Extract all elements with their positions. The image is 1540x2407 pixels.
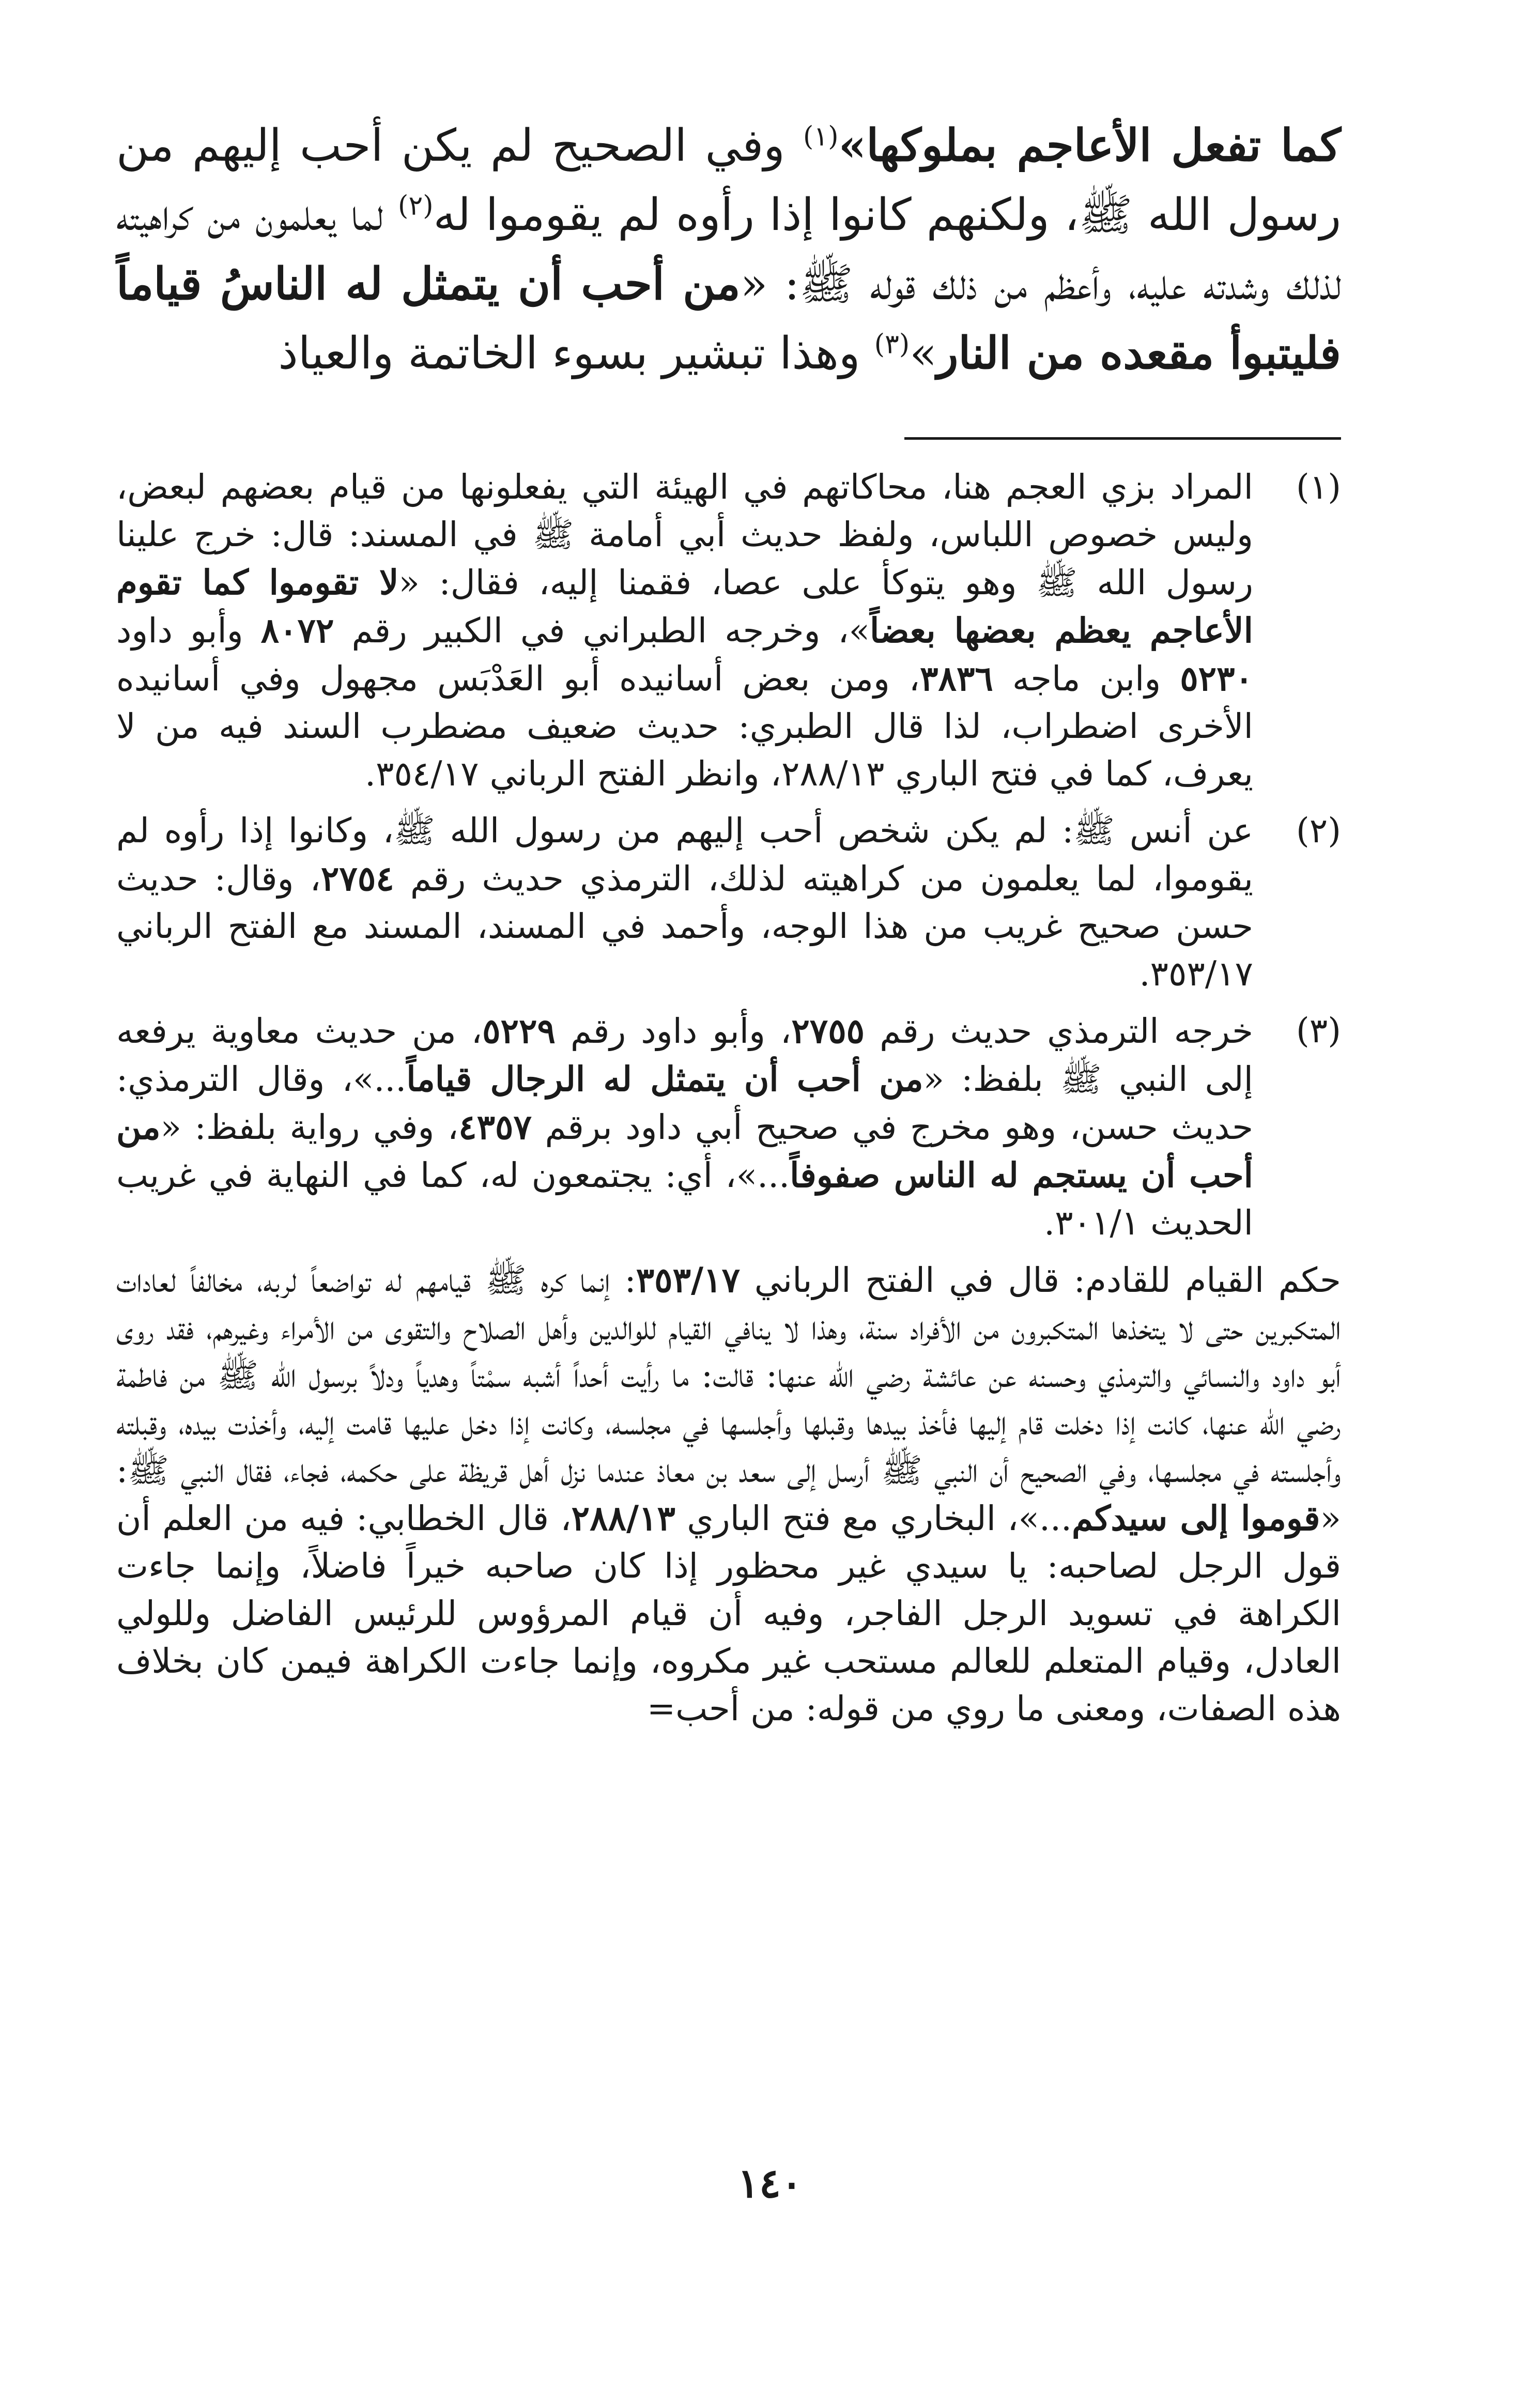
main-text-4: وهذا تبشير بسوء الخاتمة والعياذ bbox=[278, 328, 874, 379]
footnote-bold: ٣٨٣٦ bbox=[920, 658, 993, 699]
footnote-1 bbox=[116, 464, 1341, 798]
footnote-number: (١) bbox=[1296, 467, 1341, 507]
footnote-2 bbox=[116, 807, 1341, 998]
footnote-text: خرجه الترمذي حديث رقم bbox=[865, 1011, 1254, 1051]
main-text-1: وفي الصحيح لم يكن أحب إليهم من رسول الله ﷺ، ولكنهم كانوا إذا رأوه لم يقوموا له bbox=[116, 120, 1341, 241]
footnote-ref-2: (٢) bbox=[398, 190, 434, 222]
footnote-text: وابن ماجه bbox=[993, 659, 1180, 699]
footnote-body bbox=[116, 464, 1253, 798]
continuation-text: حكم القيام للقادم: قال في الفتح الرباني bbox=[740, 1260, 1341, 1300]
footnote-3 bbox=[116, 1007, 1341, 1247]
footnote-bold: من أحب أن يتمثل له الرجال قياماً bbox=[406, 1059, 923, 1099]
continuation-text: : إنما كره ﷺ قيامهم له تواضعاً لربه، مخالفاً لعادات المتكبرين حتى لا يتخذها المتكبرون من الأفراد سنة، وهذا لا ينافي القيام للوالدين وأهل الصلاح والتقوى من الأمراء وغيرهم، فقد روى أبو داود والنسائي والترمذي وحسنه عن عائشة رضي الله عنها: قالت: ما رأيت أحداً أشبه سمْتاً وهدياً ودلاً برسول الله ﷺ من فاطمة رضي الله عنها، كانت إذا دخلت قام إليها فأخذ بيدها وقبلها وأجلسها في مجلسه، وكانت إذا دخل عليها قامت إليه، وأخذت بيده، وقبلته وأجلسته في مجلسها، وفي الصحيح أن النبي ﷺ أرسل إلى سعد بن معاذ عندما نزل أهل قريظة على حكمه، فجاء، فقال النبي ﷺ: « bbox=[116, 1260, 1341, 1538]
main-bold-2: من أحب أن يتمثل له الناسُ قياماً فليتبوأ مقعده من النار bbox=[116, 258, 1341, 379]
footnote-body bbox=[116, 1007, 1253, 1247]
footnote-text: عن أنس ﷺ: لم يكن شخص أحب إليهم من رسول الله ﷺ، وكانوا إذا رأوه لم يقوموا، لما يعلمون من كراهيته لذلك، الترمذي حديث رقم bbox=[116, 811, 1253, 899]
main-paragraph bbox=[116, 111, 1341, 388]
footnote-text: المراد بزي العجم هنا، محاكاتهم في الهيئة التي يفعلونها من قيام بعضهم لبعض، وليس خصوص اللباس، ولفظ حديث أبي أمامة ﷺ في المسند: قال: خرج علينا رسول الله ﷺ وهو يتوكأ على عصا، فقمنا إليه، فقال: « bbox=[116, 467, 1253, 603]
footnotes bbox=[116, 464, 1341, 1733]
footnote-continuation bbox=[116, 1256, 1341, 1733]
main-text-3: » bbox=[910, 328, 937, 379]
footnote-number: (٣) bbox=[1296, 1011, 1341, 1051]
page-number: ١٤٠ bbox=[737, 2160, 803, 2207]
footnote-bold: ٥٢٢٩ bbox=[482, 1011, 556, 1051]
page-body bbox=[116, 111, 1341, 1733]
footnote-number: (٢) bbox=[1296, 811, 1341, 851]
footnote-bold: ٢٧٥٤ bbox=[320, 858, 394, 899]
footnote-text: ...»، أي: يجتمعون له، كما في النهاية في غريب الحديث ٣٠١/١. bbox=[116, 1155, 1253, 1243]
footnote-text: ، ومن بعض أسانيده أبو العَدْبَس مجهول وفي أسانيده الأخرى اضطراب، لذا قال الطبري: حديث ضعيف مضطرب السند فيه من لا يعرف، كما في فتح الباري ٢٨٨/١٣، وانظر الفتح الرباني ٣٥٤/١٧. bbox=[116, 659, 1253, 794]
continuation-bold: ٢٨٨/١٣ bbox=[571, 1498, 675, 1538]
footnote-text: ...»، وقال الترمذي: حديث حسن، وهو مخرج في صحيح أبي داود برقم bbox=[116, 1059, 1253, 1147]
footnote-divider bbox=[904, 437, 1341, 440]
footnote-bold: ٢٧٥٥ bbox=[791, 1011, 865, 1051]
footnote-text: »، وخرجه الطبراني في الكبير رقم bbox=[334, 611, 870, 651]
continuation-text: ، قال الخطابي: فيه من العلم أن قول الرجل لصاحبه: يا سيدي غير محظور إذا كان صاحبه خيراً فاضلاً، وإنما جاءت الكراهة في تسويد الرجل الفاجر، وفيه أن قيام المرؤوس للرئيس الفاضل وللولي العادل، وقيام المتعلم للعالم مستحب غير مكروه، وإنما جاءت الكراهة فيمن كان بخلاف هذه الصفات، ومعنى ما روي من قوله: من أحب= bbox=[116, 1499, 1341, 1729]
continuation-text: ...»، البخاري مع فتح الباري bbox=[675, 1499, 1072, 1538]
footnote-text: ، وأبو داود رقم bbox=[555, 1011, 792, 1051]
footnote-bold: من أحب أن يستجم له الناس صفوفاً bbox=[116, 1107, 1254, 1195]
footnote-ref-3: (٣) bbox=[874, 329, 910, 360]
main-text-2: لما يعلمون من كراهيته لذلك وشدته عليه، وأعظم من ذلك قوله ﷺ: « bbox=[116, 189, 1341, 310]
footnote-text: وأبو داود bbox=[116, 611, 261, 651]
continuation-bold: ٣٥٣/١٧ bbox=[636, 1260, 741, 1300]
footnote-bold: ٥٢٣٠ bbox=[1180, 658, 1253, 699]
continuation-bold: قوموا إلى سيدكم bbox=[1072, 1498, 1320, 1538]
footnote-body bbox=[116, 807, 1253, 998]
footnote-bold: ٤٣٥٧ bbox=[458, 1107, 532, 1147]
footnote-text: ، وفي رواية بلفظ: « bbox=[160, 1107, 459, 1147]
footnote-text: ، من حديث معاوية يرفعه إلى النبي ﷺ بلفظ: « bbox=[116, 1011, 1253, 1099]
footnote-text: ، وقال: حديث حسن صحيح غريب من هذا الوجه، وأحمد في المسند، المسند مع الفتح الرباني ٣٥٣/١٧. bbox=[116, 859, 1253, 994]
footnote-bold: ٨٠٧٢ bbox=[260, 610, 334, 651]
footnote-bold: لا تقوموا كما تقوم الأعاجم يعظم بعضها بعضاً bbox=[116, 562, 1254, 651]
main-bold-1: كما تفعل الأعاجم بملوكها» bbox=[838, 119, 1342, 172]
footnote-ref-1: (١) bbox=[803, 121, 839, 152]
